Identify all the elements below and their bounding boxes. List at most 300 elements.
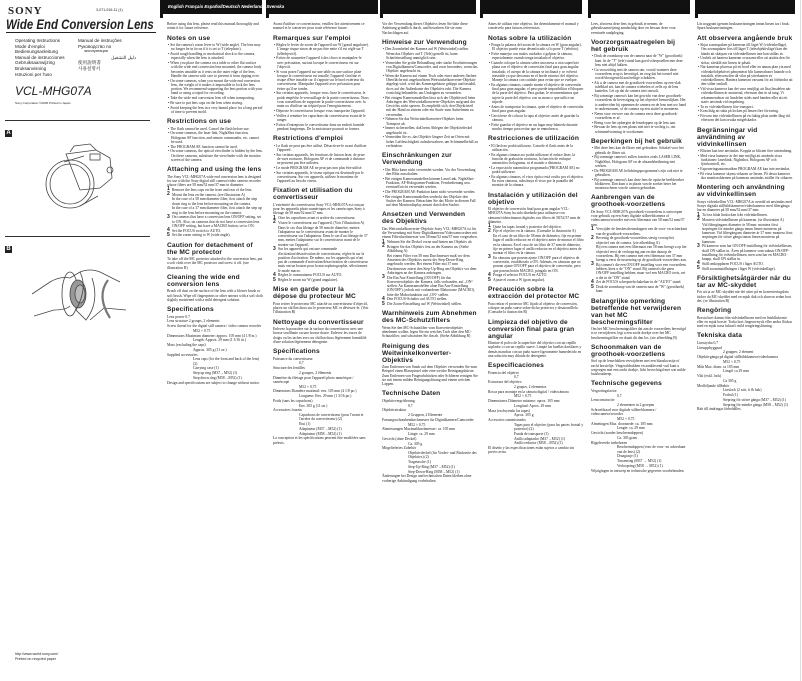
paragraph: De Sony VCL-MHG07A groothoek-voorzetlens is ontworpen voor gebruik op een Sony digitale stilbeeldcamera of videocamera/recorder met een filtermaat van 58 mm/52 mm/37 mm. (591, 209, 685, 227)
bullet-item: • Blixten kan inte användas. Koppla ur blixten före användning. (697, 149, 793, 153)
step-number: 3 (167, 213, 170, 220)
spec-value: 2 grupper, 2 element (723, 350, 754, 355)
step-text: Fije el objetivo en la cámara. (Consulte la ilustración A) (493, 229, 576, 234)
spec-value: Step-Up-Ring (M37→M52) (1) (408, 464, 455, 469)
bullet-item: • Nehmen Sie das Weitwinkelkonverter-Objektiv beim Transport ab. (382, 117, 478, 126)
language-list-right (78, 38, 136, 72)
spec-value: M52 × 0,75 (617, 416, 635, 421)
bullet-item: • Vermeiden Sie grobe Behandlung oder starke Erschütterungen von Digitalkamera/Camcorder, und zwar besonders, wenn das Objektiv angebracht ist. (382, 61, 478, 74)
spec-value: M52 × 0,75 (408, 422, 426, 427)
step-text: Sur les appareils qui ont une commande d'activation/désactivation de convertisseur, réglez-la sur la position d'activation. De même, sur les appareils qui n'ont pas de commande d'activation/désactivation de convertisseur mais ont un bouton pour la macrophotographie, sélectionnez le mode macro. (278, 247, 368, 273)
section-heading: Voorzorgsmaatregelen bij het gebruik (591, 38, 676, 53)
step-number: 3 (591, 261, 594, 268)
bullet-item: • Als u de camera met de groothoek-voorzetlens op een vlak tafelblad zet, kan de camera wiebelen of zelfs op de lens kantelen. Let op dat de camera niet omvalt. (591, 81, 687, 94)
numbered-step (167, 193, 263, 197)
numbered-step (273, 221, 369, 225)
step-number: 2 (167, 191, 170, 197)
section (382, 310, 478, 338)
section (697, 332, 793, 411)
step-text: En cámaras que posean ajuste ON/OFF para el objetivo de conversión, establézcalo a ON. Además, en cámaras que no posean ajuste ON/OFF para el objetivo de conversión, pero que posean botón MACRO, póngalo en ON. (493, 255, 581, 273)
bullet-item: • Le flash ne peut pas être utilisé. Désactivez-le avant d'utiliser l'appareil. (273, 144, 369, 153)
language-item: 使用說明書 (78, 60, 101, 66)
numbered-step (488, 229, 584, 233)
step-note: Bei einem Filter von 58 mm Durchmesser muß vor dem Ansetzen des Objektivs zuerst der Step-Down-Ring angebracht werden. Bei einem Filter mit 37 mm Durchmesser zuerst den Step-Up-Ring am Objektiv vor dem Anbringen an der Kamera anbringen. (387, 253, 477, 275)
paragraph: Elimine el polvo de la superficie del objetivo con un cepillo soplador o con un cepillo suave. Limpie las huellas dactilares y demás manchas con un paño suave ligeramente humedecido en una solución muy diluida de detergente. (488, 341, 582, 358)
step-number: 4 (382, 295, 385, 302)
bullet-item: • Si vous posez l'appareil sur une table ou une surface plate lorsque le convertisseur est installé, l'appareil s'incline et risque d'être instable car il s'appuie sur le bord extérieur du convertisseur. Manipulez l'appareil avec précaution pour éviter qu'il ne tombe. (273, 70, 369, 91)
bullet-item: • Réglez le levier de zoom de l'appareil sur W (grand angulaire). L'image risque sinon de ne pas être nette s'il est réglé sur T (téléobjectif). (273, 43, 369, 56)
step-number: 4 (488, 271, 491, 278)
paragraph: El diseño y las especificaciones están sujetos a cambio sin previo aviso. (488, 446, 574, 455)
numbered-step (697, 244, 793, 261)
step-number: 2 (382, 243, 385, 250)
step-text: Den FOCUS-Schalter auf AUTO stellen. (387, 297, 448, 302)
numbered-step (488, 273, 584, 277)
column-spanish (488, 22, 584, 455)
intro-text: Antes de utilizar este objetivo, lea detenidamente el manual y consérvelo para futuras referencias. (488, 22, 579, 31)
section-heading: Notes on use (167, 34, 211, 42)
numbered-step (167, 229, 263, 233)
footer (15, 652, 58, 662)
bullet-item: • Kom ihåg att sätta på locken på linsen före förvaring. (697, 109, 793, 113)
section (167, 242, 263, 270)
bullet-item: • Cuando coloque la cámara sobre una mesa u otra superficie plana con el objetivo de conversión final para gran angular instalado, el cuerpo de la cámara se inclinará y se volverá inestable ya que descansa en el borde exterior del objetivo. Maneje la cámara con cuidado para evitar que se vuelque. (488, 61, 584, 82)
spec-value: 2 Gruppen, 2 Elemente (408, 413, 443, 417)
spec-value: Ca. 305 gram (617, 435, 637, 440)
spec-value: Approx. 305 g (11 oz.) (193, 347, 227, 352)
step-number: 2 (273, 219, 276, 226)
numbered-step (273, 247, 369, 273)
section (697, 307, 793, 328)
paragraph: Accesorios suministrados (488, 418, 526, 422)
language-item: Bruksanvisning (15, 65, 47, 71)
numbered-step (382, 297, 478, 301)
section (488, 319, 584, 359)
mc-protector-removal-illustration (30, 258, 130, 328)
figure-a-label (5, 120, 150, 136)
step-text: Ställ omkopplaren FOCUS i läget AUTO. (702, 261, 764, 266)
intro-text: Lees, alvorens deze lens in gebruik te nemen, de gebruiksaanwijzing aandachtig door en bewaar deze voor eventuele raadpleging. (591, 22, 676, 35)
language-item: эксплуатации (84, 49, 108, 54)
numbered-step (591, 236, 687, 245)
sony-logo: SONY (8, 5, 43, 17)
spec-value: Tussenring (M37 → M52) (1) (617, 459, 662, 463)
section-heading: Fixation et utilisation du convertisseur (273, 187, 353, 202)
section-heading: Limpieza del objetivo de conversión final para gran angular (488, 318, 575, 340)
paragraph: Enlevez la poussière sur la surface du convertisseur avec une brosse soufflante ou une brosse douce. Enlevez les traces de doigts ou les taches avec un chiffon doux légèrement humidifié d'une solution légèrement détergente. (273, 327, 367, 344)
section-heading: Restrictions d'emploi (273, 135, 343, 142)
paragraph: Rätt till ändringar förbehålles. (697, 407, 742, 412)
section (697, 184, 793, 271)
section (167, 118, 263, 162)
step-text: Ponga el selector FOCUS en AUTO. (493, 273, 548, 278)
section-heading: Försiktighetsåtgärder när du tar av MC-skyddet (697, 274, 791, 289)
numbered-step (167, 233, 263, 237)
step-text: På kameror som har ON/OFF-inställning för vidvinkellinsen, skall ON ställas in. Även på kameror som saknar ON/OFF-inställning för vidvinkellinsen, men som har en MACRO-knapp, skall ON ställas in. (702, 244, 793, 261)
step-text: On cameras that have a conversion lens ON/OFF setting, set to ON. Also, on cameras that do not have a conversion lens ON/OFF setting, but have a MACRO button, set to ON. (172, 215, 262, 228)
paragraph: Medföljande tillbehör (697, 383, 730, 388)
copyright: Sony Corporation ©2005 Printed in Japan (15, 101, 71, 105)
paragraph: Abmessungen Maximaldurchmesser: ca. 105 mm (382, 427, 456, 432)
intro-text: Avant d'utiliser ce convertisseur, veuillez lire attentivement ce manuel et le conserver pour toute référence future. (273, 22, 365, 31)
spec-value: Länge: ca. 29 mm (408, 432, 435, 436)
language-item: Manual de instruções (78, 38, 122, 43)
step-number: 5 (591, 283, 594, 290)
spec-value: Beschermdoppen (voor de voor- en achterkant van de lens) (2) (617, 445, 686, 454)
bullet-item: • Bei einigen Kameramodellen lässt sich der Objektivteil beim Anbringen des Weitwinkelkonverter-Objektivs aufgrund des Gewichts nicht sperren. Es empfiehlt sich, den Objektivteil mit der Hand zu stützen oder ein Stativ zum Aufnehmen zu verwenden. (382, 96, 478, 117)
bullet-item: • En algunas cámaras, el visor óptico está oculto por el objetivo. En estas cámaras, substituya el visor por la pantalla del monitor de la cámara. (488, 175, 584, 188)
section-heading: Spécifications (273, 348, 320, 355)
bullet-item: • Le mode PROGRAM AE ne peut pas non plus être utilisé. (273, 166, 369, 170)
spec-value: Objektivdeckel (für Vorder- und Rückseite des Objektivs) (2) (408, 451, 477, 460)
paragraph: Sonys vidvinkellins VCL-MHG07A är avsedd att användas med Sonys digitala stillbildskameror/videokameror med filtergänga har en diameter på 58 mm/52 mm/37 mm. (697, 199, 792, 213)
spec-value: Longueur: Env. 29 mm (1 3/16 po.) (299, 394, 352, 398)
step-note: Dans le cas d'un filetage de 58 mm de diamètre, mettez l'adaptateur sur le convertisseur avant de monter le convertisseur sur l'adaptateur. Dans le cas d'un filetage de 37 mm, mettez l'adaptateur sur le convertisseur avant de le monter sur l'appareil. (278, 225, 368, 247)
section-heading: Restrictions on use (167, 118, 232, 125)
header-band (588, 0, 690, 14)
bullet-item: • Bij sommige camera's kan het gewicht van deze groothoek-voorzetlens de bevestiging op het objectief bemoeilijken. Het is aanbevolen bij opnemen de camera en de lens met uw hand te ondersteunen, of de camera op een statief te monteren. (591, 94, 687, 111)
paragraph: Schroefdraad voor digitale stilbeeldcamera / videocamera/recorder (591, 407, 657, 416)
paragraph: Gewicht (ohne Deckel) (382, 436, 417, 441)
section (591, 344, 687, 377)
section-heading: Technische Daten (382, 390, 441, 398)
paragraph: Linsuppbyggnad (697, 345, 722, 350)
paragraph: Puissance du convertisseur (273, 356, 313, 361)
bullet-item: • Met deze lens kan de flitser niet gebruiken. Schakel voor het gebruik de flitser uit. (591, 146, 687, 155)
bullet-item: • Evitez de soumettre l'appareil à des chocs et manipulez-le avec précaution, surtout lorsque le convertisseur est sur l'objectif. (273, 56, 369, 69)
paragraph: Borsta bort damm från vidvinkellinsen med en linsblåsborste eller en mjuk borste. Torka bort fingeravtryck eller andra fläckar med en mjuk trasa fuktad i mild rengöringslösning. (697, 315, 793, 328)
page-edge (800, 0, 801, 681)
section-heading: Reinigung des Weitwinkelkonverter-Objektivs (382, 342, 452, 364)
paragraph: El objetivo de conversión final para gran angular VCL-MHG07A Sony ha sido diseñado para utilizarse con cámaras/videocámaras digitales con filtros de 58/52/37 mm de diámetro. (488, 207, 581, 224)
spec-value: Lens caps (for the front and back of the lens) (2) (193, 357, 260, 366)
spec-value: 2 groupes, 2 éléments (299, 370, 332, 375)
paragraph: Objektivvergrößerung (382, 398, 415, 403)
step-text: Réglez le commutateur FOCUS sur AUTO. (278, 273, 343, 278)
paragraph: Fassungsschraubendurchmesser für Digitalkamera/Camcorder (382, 417, 474, 422)
spec-value: Verloopring (M58 → M52) (1) (617, 463, 663, 468)
step-text: Montera vidvinkellinsen på kameran. (se illustration A) (702, 217, 784, 222)
bullet-item: • Bij sommige camera's kan deze lens de optische beeldzoeker blokkeren. Dan kunt u in plaats van de zoeker beter het monitorscherm van de camera gebruiken. (591, 178, 687, 191)
section (591, 298, 687, 340)
step-number: 3 (273, 245, 276, 252)
spec-value: Longitud: Aprox. 29 mm (514, 403, 551, 408)
spec-value: Step-Down-Ring (M58→M52) (1) (408, 469, 460, 474)
bullet-item: • Den Zoomhebel der Kamera auf W (Weitwinkel) stellen. Wenn das Objektiv auf T (Tele) gestellt ist, kann Scharfeinstellung unmöglich sein. (382, 47, 478, 60)
spec-value: 0,7 (408, 403, 413, 408)
spec-value: M52 × 0.75 (193, 328, 211, 333)
bullet-item: • Set the camera's zoom lever to W (wide angle). The lens may no longer be in focus if it is set to T (telephoto). (167, 43, 263, 52)
bullet-item: • Die PROGRAM AE-Funktion kann nicht verwendet werden. (382, 190, 478, 194)
numbered-step (591, 285, 687, 294)
step-text: Druk de zoomknop van de camera naar de "W" (groothoek) kant. (596, 285, 685, 294)
step-text: Die Ein/Aus-Einstellung (ON/OFF) für das Konverterobjektiv der Kamera, falls vorhanden, auf „ON“ stellen. An Kameramodellen ohne Ein/Aus-Einstellung (ON/OFF), jedoch mit vorhandener Makrotaste (MACRO), bitte die Makrofunktion auf „ON“ stellen. (387, 275, 475, 297)
paragraph: För att ta av MC-skyddet när det sitter på en konverteringslins täcker du MC-skyddet med en mjuk duk och skruvar sedan bort det. (se illustration B) (697, 290, 792, 303)
spec-value: Adaptateur (M37→M52) (1) (299, 426, 342, 431)
section (697, 127, 793, 181)
section-heading: Begränsningar vid användning av vidvinkellinsen (697, 126, 758, 148)
step-text: Verwijder de lensbeschermdoppen van de voor- en achterkant van de groothoek-voorzetlens. (596, 227, 687, 236)
numbered-step (697, 218, 793, 222)
recycled-paper-note: Printed on recycled paper (15, 657, 56, 661)
step-number: 1 (167, 186, 170, 193)
section-heading: Cleaning the wide end conversion lens (167, 273, 240, 288)
spec-value: Capuchons de convertisseur (pour l'avant et l'arrière du convertisseur) (2) (299, 413, 364, 422)
section (167, 166, 263, 238)
step-note: Vid filtergängans diameter är 58 mm: montera först stepringen för mindre gänga innan linsen monteras på kameran. Vid filtergängans diameter är 37 mm: montera först stepringen för större gänga innan linsen monteras på kameran. (702, 222, 793, 244)
bullet-item: • En algunas cámaras no podrá utilizarse el enlace láser, la función de grabación nocturna, la función de enfoque automático holograma, ni el mando a distancia. (488, 153, 584, 166)
language-item: Руководство по (78, 43, 112, 49)
paragraph: Lensconstructie (591, 398, 615, 403)
section (591, 138, 687, 191)
section-heading: Tekniska data (697, 332, 743, 340)
paragraph: Estructura del objetivo (488, 380, 522, 384)
bullet-item: • On some cameras, the laser link, NightShot function, Hologram AF function, and remote commander, etc. cannot be used. (167, 131, 263, 144)
section-heading: Att observera angående bruk (697, 34, 793, 42)
bullet-item: • Antes de transportar la cámara, quite el objetivo de conversión final para gran angular. (488, 105, 584, 114)
numbered-step (273, 216, 369, 220)
step-text: Die Zoom-Einstellung auf W (Weitwinkel) stellen. (387, 302, 462, 306)
section (697, 275, 793, 303)
bullet-item: • When you place the camera on a table or other flat surface with the wide end conversion lens mounted, the camera body becomes unstable as it rests on the outer edge of the lens. Handle the camera with care to prevent it from tipping over. (167, 61, 263, 78)
bullet-item: • The PROGRAM AE function cannot be used. (167, 145, 263, 149)
spec-value: 0,7 (299, 361, 304, 366)
language-list-left (15, 38, 65, 77)
step-text: Zet de FOCUS scherpstelschakelaar in de "AUTO" stand. (596, 280, 682, 285)
paragraph: Lens structure 2 groups, 2 elements (167, 319, 220, 324)
section (273, 319, 369, 345)
camera-with-lens-illustration (40, 140, 120, 215)
bullet-item: • Avoid rough handling or mechanical shock to the camera, especially when the lens is attached. (167, 52, 263, 61)
language-item: Gebruiksaanwijzing (15, 60, 55, 66)
section-heading: Beperkingen bij het gebruik (591, 137, 682, 145)
spec-value: 2 elementen in 2 groepen (617, 403, 655, 407)
paragraph: Design and specifications are subject to change without notice. (167, 380, 260, 385)
language-item: 사용설명서 (78, 65, 101, 71)
section-heading: Einschränkungen zur Verwendung (382, 152, 452, 166)
spec-value: Aprox. 305 g (514, 413, 534, 418)
section (382, 39, 478, 148)
paragraph: Gewicht (zonder beschermdoppen) (591, 431, 643, 435)
step-number: 1 (273, 214, 276, 221)
section-heading: Montering och användning av vidvinkellinsen (697, 184, 785, 199)
step-number: 4 (697, 260, 700, 267)
section-heading: Schoonmaken van de groothoek-voorzetlens (591, 343, 666, 358)
numbered-step (382, 276, 478, 297)
step-note: In the case of a 37 mm diameter filter, first attach the step up ring to the lens before mounting on the camera. (172, 206, 262, 215)
section (273, 35, 369, 132)
numbered-step (488, 278, 584, 282)
step-number: 3 (488, 254, 491, 261)
column-english (167, 22, 263, 385)
section (167, 35, 263, 115)
numbered-step (697, 262, 793, 266)
spec-value: Adaptateur (M58→M52) (1) (299, 431, 342, 436)
paragraph: Pour retirer le protecteur MC attaché au convertisseur d'objectif, placez un chiffon doux sur le protecteur MC et dévissez-le. (Voir l'illustration B) (273, 301, 369, 315)
section-heading: Mise en garde pour la dépose du protecteur MC (273, 286, 356, 301)
header-band (695, 0, 795, 14)
spec-value: M52 × 0,75 (299, 384, 317, 389)
paragraph: Mass (excluding the caps) (167, 343, 206, 347)
website-url[interactable]: http://www.world.sony.com/ (15, 652, 59, 656)
paragraph: Screw thread for the digital still camera / video camera recorder (167, 324, 262, 328)
paragraph: The Sony VCL-MHG07A wide end conversion lens is designed for use with the Sony digital still camera/video camera recorder whose filters are 58 mm/52 mm/37 mm in diameter. (167, 174, 262, 187)
bullet-item: • Bewaar de lens op een plaats niet niet te vochtig is, om schimmelvorming te voorkomen. (591, 125, 687, 134)
step-number: 5 (382, 300, 385, 307)
spec-value: M52 × 0,75 (723, 359, 741, 364)
spec-value: Draagtasje (1) (617, 454, 638, 459)
bullet-item: • Evitez d'entreposer le convertisseur dans un endroit humide pendant longtemps. De la moisissure pourrait se former. (273, 123, 369, 132)
figure-b-marker: B (6, 246, 11, 252)
bullet-item: • Evite guardar el objetivo en un lugar muy húmedo durante mucho tiempo para evitar que se enmohezca. (488, 123, 584, 132)
intro-text: Läs noggrant igenom bruksanvisningen innan linsen tas i bruk. Spara bruksanvisningen. (697, 22, 790, 31)
section-heading: Instalación y utilización del objetivo (488, 191, 578, 206)
step-number: 5 (167, 231, 170, 238)
language-item: Mode d'emploi (15, 43, 45, 49)
header-band (380, 0, 476, 14)
part-number: 3-071-916-11 (1) (96, 8, 123, 12)
language-item: Manual de instrucciones (15, 54, 65, 60)
bullet-item: • Neem voor vervoer van de camera eerst deze groothoek-voorzetlens er af. (591, 112, 687, 121)
section (273, 348, 369, 445)
paragraph: Accessoires fournis (273, 408, 302, 413)
bullet-item: • Bei einigen Kameramodellen verdeckt das Objektiv den Sucher der Kamera. Betrachten Sie das Motiv in diesem Fall auf dem Monitordisplay anstatt durch den Sucher. (382, 195, 478, 208)
section-heading: Caution for detachment of the MC protector (167, 241, 253, 256)
paragraph: Dimensions Diamètre maximal: env. 105 mm (4 1/8 po.) (273, 389, 357, 394)
bullet-item: • On some cameras, when you mount the wide end conversion lens, the weight of it makes it impossible to lock the lens portion. We recommend supporting the lens portion with your hand or using a tripod for recording. (167, 79, 263, 96)
step-text: Quite las tapas frontal y posterior del objetivo. (493, 224, 562, 229)
paragraph: Potencia del objetivo (488, 370, 520, 375)
numbered-step (697, 213, 793, 217)
paragraph: Stof op de lensvlakken verwijderen met een blaaskwastje of zacht borsteltje. Vingerafdrukken en aanklevend vuil kunt u wegvegen met een zacht doekje, licht bevochtigd met wat milde huishoudzeep. (591, 359, 686, 376)
bullet-item: • Avoid keeping the lens in a very humid place for a long period of time to prevent mold. (167, 106, 263, 115)
step-number: 1 (488, 223, 491, 229)
bullet-item: • En algunas cámaras, cuando monte el objetivo de conversión final para gran angular, el peso puede imposibilitar el bloqueo de la parte del objetivo. Para grabar, le recomendamos que sujete la parte del objetivo con su mano o que utilice un trípode. (488, 83, 584, 104)
section (591, 380, 687, 473)
paragraph: Om het MC beschermingsfilter dat aan de voorzetlens bevestigd is te verwijderen, legt u een zacht doekje over het MC beschermingsfilter en draait dit dan los. (zie afbeelding B) (591, 327, 686, 340)
paragraph: Rosca para montaje en la cámara digital / videocámara (488, 389, 569, 394)
model-number: VCL-MHG07A (15, 84, 92, 98)
numbered-step (273, 273, 369, 277)
step-number: 3 (382, 274, 385, 280)
step-text: Ajuste el zoom a W (gran angular). (493, 278, 545, 282)
paragraph: Mått Max. diam: ca 105 mm (697, 364, 740, 369)
numbered-step (382, 240, 478, 244)
numbered-step (591, 227, 687, 236)
section (382, 211, 478, 306)
document-title: Wide End Conversion Lens (6, 17, 154, 32)
section-heading: Specifications (167, 306, 214, 313)
paragraph: Afmetingen Max. doorsnede: ca. 105 mm (591, 421, 653, 426)
spec-value: Tragetasche (1) (408, 460, 431, 464)
paragraph: To take off the MC protector attached to the conversion lens, put a soft cloth over the MC protector and screw it off. (see illustration B) (167, 257, 263, 270)
paragraph: Wijzigingen in ontwerp en technische gegevens voorbehouden. (591, 468, 685, 473)
spec-value: Stepring för mindre gänga (M58→M52) (1) (723, 402, 789, 407)
numbered-step (591, 263, 687, 280)
section-heading: Aanbrengen van de groothoek-voorzetlens (591, 194, 666, 209)
step-text: Ställ zoominställningen i läget W (vidvinkelläge). (702, 266, 776, 271)
spec-value: Step up ring (M37→M52) (1) (193, 371, 238, 375)
step-number: 4 (167, 227, 170, 233)
bullet-item: • Der Blitz kann nicht verwendet werden. Vor der Verwendung den Blitz ausschalten. (382, 168, 478, 177)
numbered-step (167, 188, 263, 192)
spec-value: Anillo adaptador (M37→M52) (1) (514, 436, 566, 441)
section (382, 390, 478, 483)
bullet-item: • Druk de zoomknop van de camera naar de "W" (groothoek) kant. In de "T" (tele) stand kan goed scherpstellen met deze lens niet altijd lukken. (591, 54, 687, 67)
column-french (273, 22, 369, 445)
spec-value: 0,7 (514, 375, 519, 380)
paragraph: Objektivgänga på digital stillbildskamera/videokamera (697, 355, 778, 359)
step-text: Set the zoom setting to W (wide angle). (172, 233, 231, 238)
section-heading: Restricciones de utilización (488, 135, 580, 142)
header-languages: English Français Español/Deutsch Nederlands Svenska (168, 4, 285, 9)
paragraph: Para retirar el protector MC fijado al objetivo de conversión, coloque un paño suave sobre dicho protector y desatorníllelo. (Consulte la ilustración B) (488, 301, 579, 315)
section (382, 152, 478, 207)
bullet-item: • Vermeiden Sie es, das Objektiv längere Zeit an Orten mit hoher Luftfeuchtigkeit aufzubewahren, um Schimmelbefall zu verhindern. (382, 135, 478, 148)
bullet-item: • Sur certains appareils, les fonctions de liaison laser, de prise de vues nocturne, Hologram AF et de commande à distance ne peuvent pas être utilisées. (273, 153, 369, 166)
bullet-item: • The flash cannot be used. Cancel the flash before use. (167, 127, 263, 131)
bullet-item: • Evite manejar con malos cuidados o golpear la cámara, especialmente cuando tenga instalado el objetivo. (488, 52, 584, 61)
bullet-item: • Take the wide end conversion lens off when transporting. (167, 96, 263, 100)
spec-value: 2 grupos, 2 elementos (514, 384, 547, 389)
language-item: Operating Instructions (15, 38, 60, 43)
figure-b-label (5, 236, 150, 252)
paragraph: Wenn Sie den MC-Schutzfilter vom Konverterobjektiv abnehmen wollen, legen Sie ein weiches Tuch über den MC-Schutzfilter, und schrauben Sie ihn ab. (Siehe Abbildung B) (382, 325, 472, 339)
paragraph: Änderungen bei Design und technischen Daten bleiben ohne vorherige Ankündigung vorbehalten. (382, 474, 472, 483)
spec-value: Längd: ca 29 mm (723, 369, 749, 374)
bullet-item: • När kameran placeras på ett bord eller en annan plan yta med vidvinkelobjektivet påmonterat blir kamerahuset lutande och instabilt, eftersom den då vilar på ytterkanten av vidvinkellinsen. Hantera kameran varsamt för att förhindra att den välter omkull. (697, 65, 793, 86)
section (382, 343, 478, 387)
language-item: Istruzioni per l'uso (15, 71, 52, 77)
numbered-step (167, 215, 263, 228)
step-text: Remove the lens caps on the front and rear of the lens. (172, 187, 253, 192)
step-number: 2 (697, 216, 700, 223)
paragraph: Vikt (exkl. lock) (697, 374, 722, 378)
header-band (480, 0, 582, 14)
bullet-item: • Be sure to put lens caps on the lens when storing. (167, 101, 263, 105)
step-text: Bij camera's die een ON/OFF instelling voor een voorzetlens hebben, kiest u de "ON" stand. Bij camera's die geen ON/OFF instelling hebben, maar wel een MACRO toets, zet u die in de "ON" stand. (596, 262, 686, 280)
paragraph: Dimensiones Diámetro máximo: aprox. 105 mm (488, 399, 560, 403)
spec-value: Lengte: ca. 29 mm (617, 426, 645, 431)
step-number: 3 (697, 242, 700, 249)
bullet-item: • Exponeringsautomatiken PROGRAM AE kan inte användas. (697, 167, 793, 171)
bullet-item: • Skjut zoomspaken på kameran till läget W (vidvinkelläge). Om zoomspaken förs till läget T (teleobjektivläge) kan det hända att skärpan via vidvinkellinsen inte kan ställas in. (697, 43, 793, 56)
paragraph: Dimensions Maximum diameter: approx. 105 mm (4 1/8 in.) (167, 333, 257, 338)
paragraph: Diamètre du filetage pour l'appareil photo numérique / caméscope (273, 375, 354, 384)
spec-value: 0,7 (617, 393, 622, 398)
bullet-item: • Bei einigen Kameramodellen können LaserLink, NightShot-Funktion, AF-Hologramm-Funktion, Fernbedienung usw. eventuell nicht verwendet werden. (382, 177, 478, 190)
section-heading: Ansetzen und Verwenden des Objektivs (382, 211, 466, 226)
spec-value: Ca 305 g (723, 378, 737, 383)
section-heading: Especificaciones (488, 362, 544, 369)
step-number: 5 (273, 276, 276, 283)
numbered-step (382, 245, 478, 254)
step-text: Bringen Sie das Objektiv fest an der Kamera an. (Siehe Abbildung A) (387, 244, 469, 253)
intro-text: Vor der Verwendung dieses Objektivs lesen Sie bitte diese Anleitung gründlich durch, und bewahren Sie sie zum Nachschlagen auf. (382, 22, 468, 35)
spec-value: Tapas para el objetivo (para las partes frontal y posterior) (2) (514, 422, 584, 431)
paragraph: Vergrotingsfactor (591, 388, 617, 393)
paragraph: Bijgeleverde toebehoren (591, 440, 628, 445)
spec-value: Length: Approx. 29 mm (1 3/16 in.) (193, 338, 247, 343)
step-number: 4 (591, 278, 594, 285)
numbered-step (488, 256, 584, 273)
bullet-item: • Veillez à remettre les capuchons du convertisseur avant de le ranger. (273, 114, 369, 123)
step-text: Ta loss båda linslocken från vidvinkellinsen. (702, 213, 768, 217)
figure-a-marker: A (6, 130, 11, 136)
section-heading: Notas sobre la utilización (488, 34, 572, 42)
bullet-item: • De PROGRAM AE belichtingsprogramma's zijn ook niet te gebruiken. (591, 169, 687, 178)
step-text: Otez les capuchons avant et arrière du convertisseur. (278, 216, 356, 220)
